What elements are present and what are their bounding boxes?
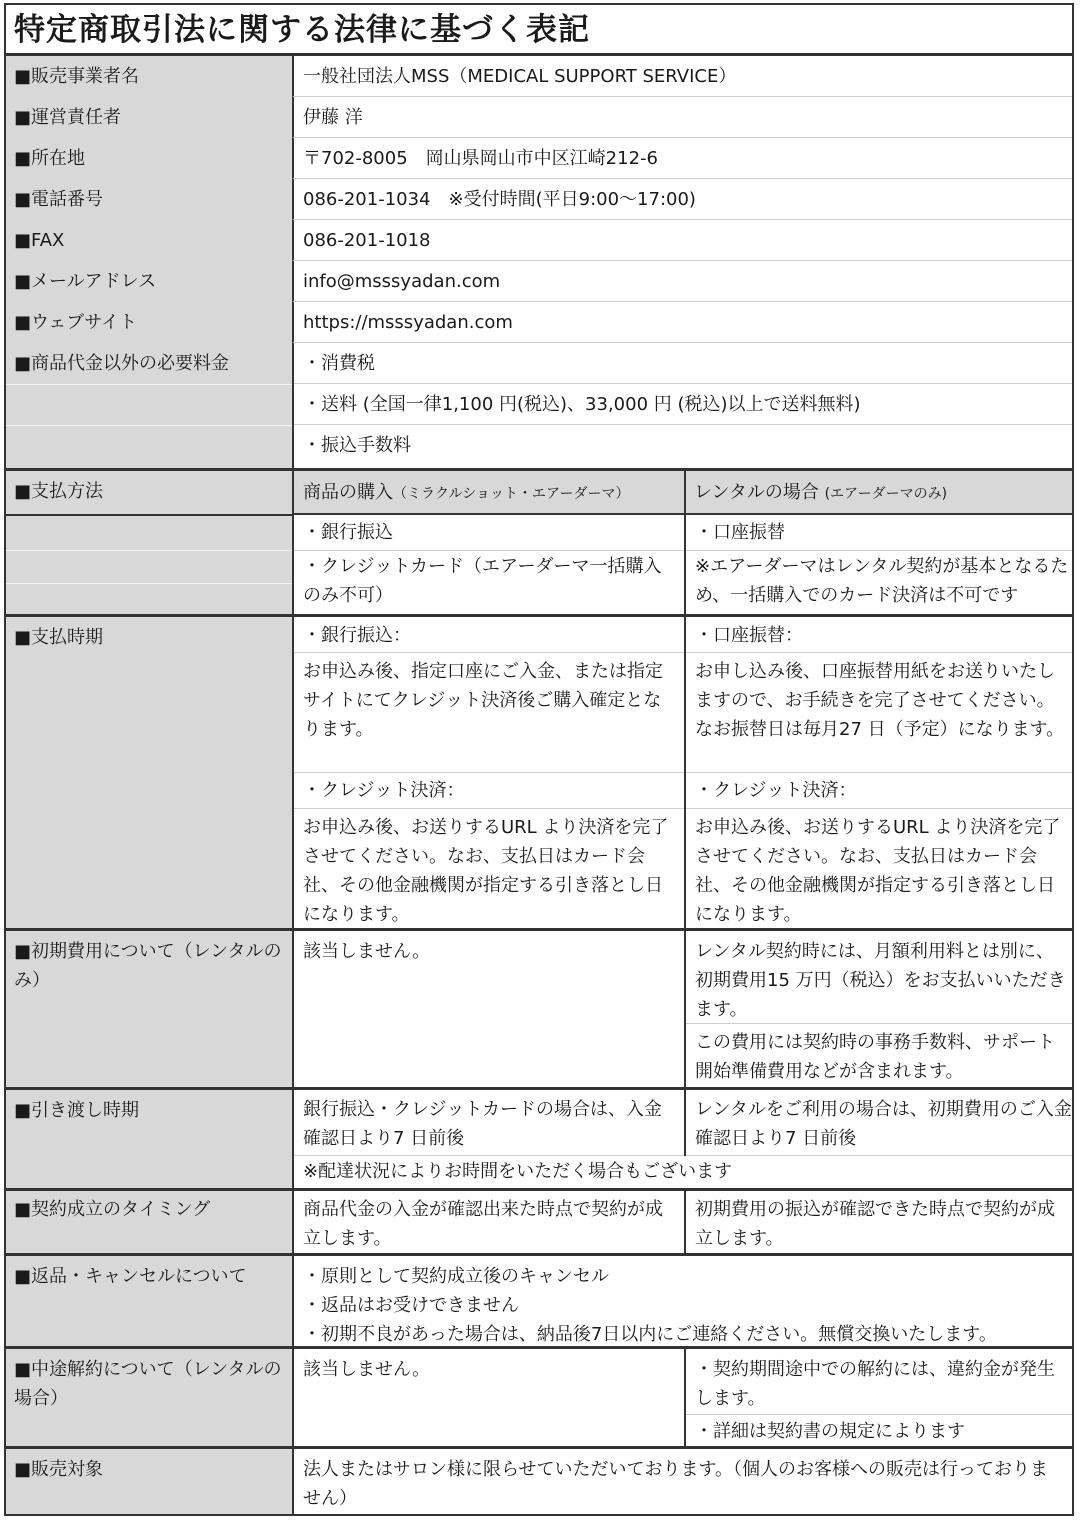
- row-returns: [6, 1253, 1072, 1346]
- row-fees: [6, 343, 1072, 468]
- manager-label: ■運営責任者: [14, 107, 122, 128]
- purchase-payment-item: ・クレジットカード（エアーダーマ一括購入のみ不可）: [303, 556, 662, 606]
- returns-item: ・返品はお受けできません: [303, 1295, 519, 1316]
- returns-item: ・初期不良があった場合は、納品後7日以内にご連絡ください。無償交換いたします。: [303, 1324, 997, 1345]
- timing-transfer-body: お申し込み後、口座振替用紙をお送りいたしますので、お手続きを完了させてください。なお振替日は毎月27 日（予定）になります。: [695, 661, 1065, 740]
- initial-cost-label: ■初期費用について（レンタルのみ）: [14, 941, 282, 991]
- website-label: ■ウェブサイト: [14, 312, 138, 333]
- purchase-payment-item: ・銀行振込: [303, 522, 393, 543]
- phone-label: ■電話番号: [14, 189, 104, 210]
- seller-value: 一般社団法人MSS（MEDICAL SUPPORT SERVICE）: [303, 66, 737, 87]
- timing-credit-head: ・クレジット決済：: [303, 780, 465, 801]
- delivery-purchase: 銀行振込・クレジットカードの場合は、入金確認日より7 日前後: [303, 1099, 663, 1149]
- fee-item: ・消費税: [303, 353, 375, 374]
- target-value: 法人またはサロン様に限らせていただいております。（個人のお客様への販売は行っておりません）: [303, 1459, 1049, 1509]
- row-termination: [6, 1346, 1072, 1446]
- timing-credit-head-rental: ・クレジット決済：: [695, 780, 857, 801]
- row-payment-method: [6, 468, 1072, 614]
- row-website: [6, 302, 1072, 343]
- row-fax: [6, 220, 1072, 261]
- termination-rental: ・契約期間途中での解約には、違約金が発生します。: [695, 1359, 1055, 1409]
- timing-credit-body: お申込み後、お送りするURL より決済を完了させてください。なお、支払日はカード会社、その他金融機関が指定する引き落とし日になります。: [303, 817, 669, 925]
- email-value: info@msssyadan.com: [303, 271, 501, 292]
- row-initial-cost: [6, 928, 1072, 1087]
- legal-notice-table: [4, 3, 1074, 1516]
- target-label: ■販売対象: [14, 1459, 104, 1480]
- address-value: 〒702-8005 岡山県岡山市中区江崎212-6: [303, 148, 658, 169]
- delivery-label: ■引き渡し時期: [14, 1100, 140, 1121]
- row-address: [6, 138, 1072, 179]
- initial-cost-rental-note: この費用には契約時の事務手数料、サポート開始準備費用などが含まれます。: [695, 1032, 1055, 1082]
- row-delivery: [6, 1087, 1072, 1188]
- delivery-rental: レンタルをご利用の場合は、初期費用のご入金確認日より7 日前後: [695, 1099, 1072, 1149]
- termination-purchase: 該当しません。: [303, 1359, 431, 1380]
- seller-label: ■販売事業者名: [14, 66, 140, 87]
- manager-value: 伊藤 洋: [303, 107, 363, 128]
- initial-cost-rental: レンタル契約時には、月額利用料とは別に、初期費用15 万円（税込）をお支払いいただきます。: [695, 941, 1066, 1020]
- row-seller: [6, 56, 1072, 97]
- phone-value: 086-201-1034 ※受付時間(平日9:00～17:00): [303, 189, 696, 210]
- row-phone: [6, 179, 1072, 220]
- contract-label: ■契約成立のタイミング: [14, 1199, 211, 1220]
- returns-item: ・原則として契約成立後のキャンセル: [303, 1266, 609, 1287]
- address-label: ■所在地: [14, 148, 86, 169]
- fees-label: ■商品代金以外の必要料金: [14, 353, 230, 374]
- returns-label: ■返品・キャンセルについて: [14, 1266, 247, 1287]
- fax-value: 086-201-1018: [303, 230, 431, 251]
- row-payment-timing: [6, 614, 1072, 928]
- rental-payment-item: ※エアーダーマはレンタル契約が基本となるため、一括購入でのカード決済は不可です: [695, 556, 1069, 606]
- row-manager: [6, 97, 1072, 138]
- delivery-note: ※配達状況によりお時間をいただく場合もございます: [303, 1161, 733, 1182]
- termination-label: ■中途解約について（レンタルの場合）: [14, 1359, 282, 1409]
- payment-method-label: ■支払方法: [14, 481, 104, 502]
- page-title: 特定商取引法に関する法律に基づく表記: [6, 5, 1072, 56]
- contract-purchase: 商品代金の入金が確認出来た時点で契約が成立します。: [303, 1199, 663, 1249]
- fax-label: ■FAX: [14, 230, 65, 251]
- timing-credit-body-rental: お申込み後、お送りするURL より決済を完了させてください。なお、支払日はカード会社、その他金融機関が指定する引き落とし日になります。: [695, 817, 1061, 925]
- termination-rental-note: ・詳細は契約書の規定によります: [695, 1421, 965, 1442]
- contract-rental: 初期費用の振込が確認できた時点で契約が成立します。: [695, 1199, 1055, 1249]
- purchase-header: 商品の購入: [303, 482, 393, 503]
- website-value: https://msssyadan.com: [303, 312, 513, 333]
- row-target: [6, 1446, 1072, 1514]
- fee-item: ・送料 (全国一律1,100 円(税込)、33,000 円 (税込)以上で送料無料): [303, 394, 861, 415]
- fee-item: ・振込手数料: [303, 435, 411, 456]
- timing-bank-body: お申込み後、指定口座にご入金、または指定サイトにてクレジット決済後ご購入確定となります。: [303, 661, 663, 740]
- purchase-header-note: （ミラクルショット・エアーダーマ）: [393, 486, 630, 502]
- rental-header-note: (エアーダーマのみ): [824, 486, 948, 502]
- rental-header: レンタルの場合: [694, 482, 819, 503]
- timing-transfer-head: ・口座振替：: [695, 625, 803, 646]
- email-label: ■メールアドレス: [14, 271, 157, 292]
- rental-payment-item: ・口座振替: [695, 522, 785, 543]
- row-email: [6, 261, 1072, 302]
- initial-cost-purchase: 該当しません。: [303, 941, 431, 962]
- row-contract: [6, 1188, 1072, 1253]
- payment-timing-label: ■支払時期: [14, 627, 104, 648]
- timing-bank-head: ・銀行振込：: [303, 625, 411, 646]
